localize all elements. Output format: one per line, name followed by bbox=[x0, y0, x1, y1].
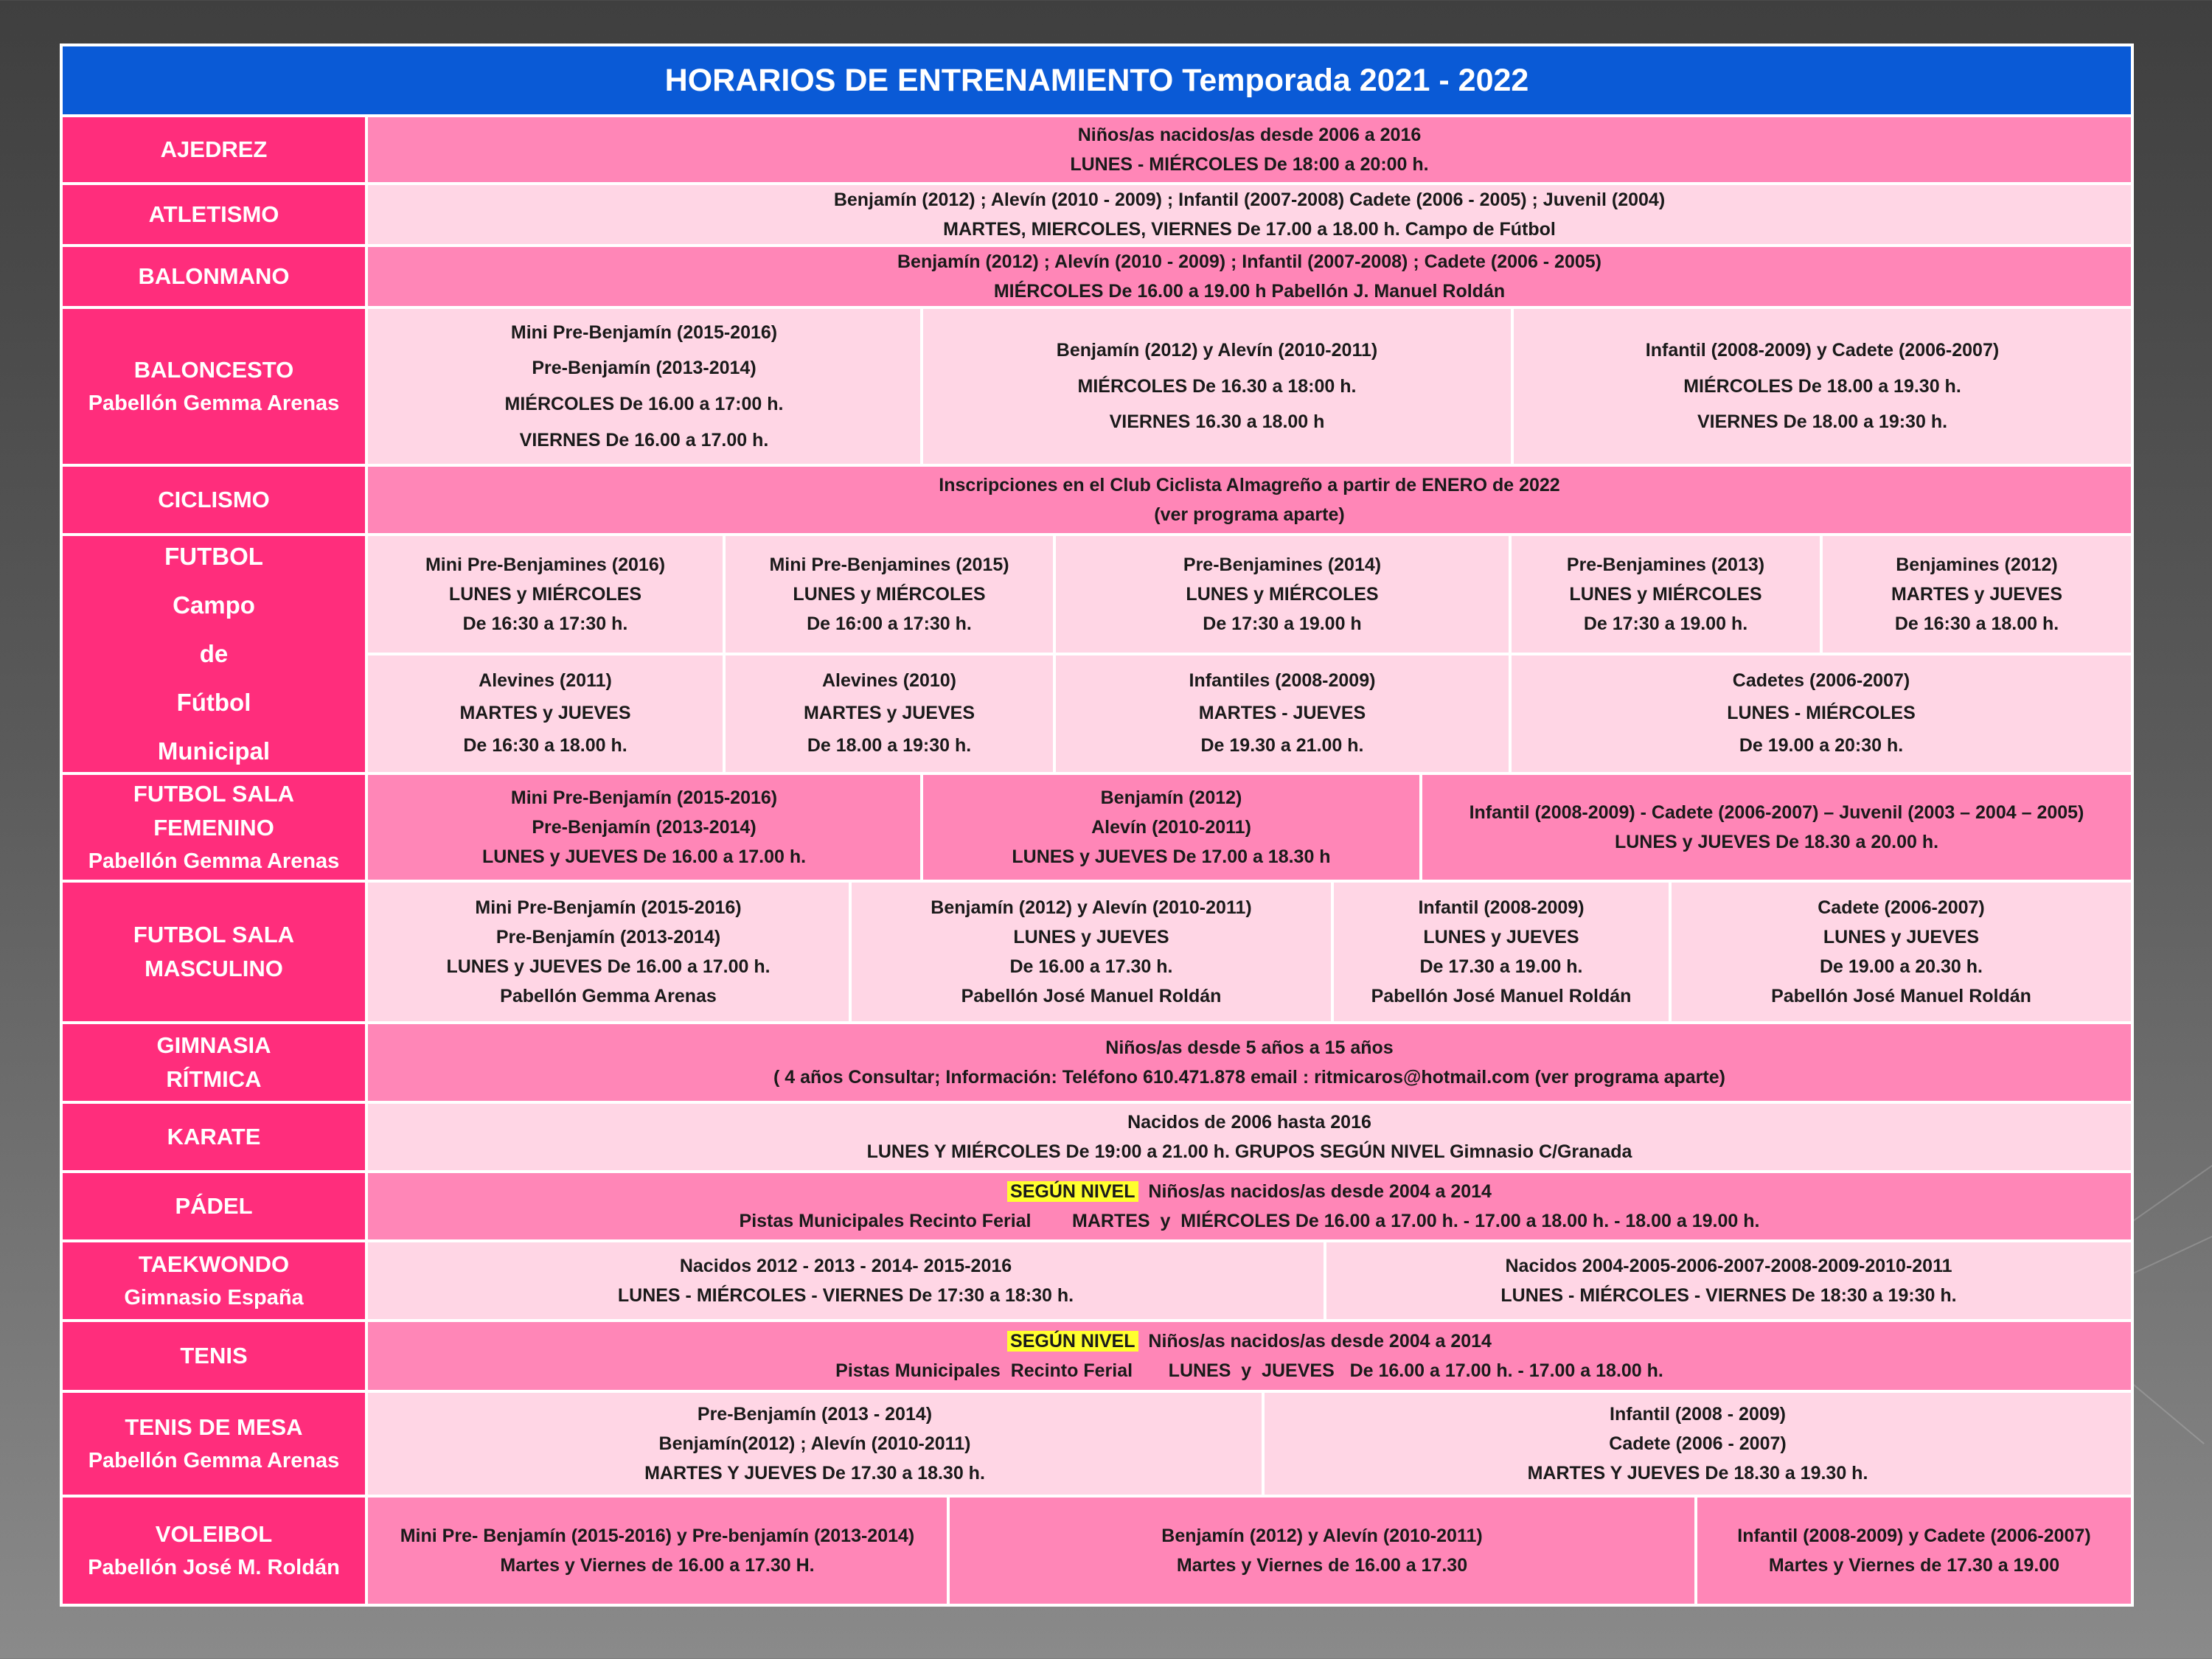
cell-line: LUNES y JUEVES De 18.30 a 20.00 h. bbox=[1614, 832, 1939, 852]
cell-line: Nacidos de 2006 hasta 2016 bbox=[1127, 1112, 1371, 1133]
sport-name: AJEDREZ bbox=[160, 136, 268, 162]
schedule-cell bbox=[368, 467, 2131, 533]
sport-name: MASCULINO bbox=[145, 956, 283, 981]
row-baloncesto bbox=[63, 309, 2131, 464]
cell-line: Infantil (2008-2009) bbox=[1418, 897, 1585, 918]
sport-label-futbol-sala-femenino bbox=[63, 775, 365, 880]
sport-name: KARATE bbox=[167, 1123, 261, 1150]
schedule-cell bbox=[1334, 883, 1669, 1021]
futbol-row-2 bbox=[368, 655, 2131, 772]
cell-line: De 17:30 a 19.00 h. bbox=[1583, 613, 1748, 634]
cell-line: Mini Pre-Benjamín (2015-2016) bbox=[510, 321, 778, 343]
sport-venue: Pabellón José M. Roldán bbox=[88, 1555, 340, 1579]
futbol-row-1 bbox=[368, 536, 2131, 653]
schedule-cell bbox=[368, 1173, 2131, 1239]
cell-line bbox=[1007, 1177, 1492, 1206]
sport-name: BALONCESTO bbox=[133, 357, 294, 383]
cell-line: MIÉRCOLES De 16.00 a 17:00 h. bbox=[504, 394, 784, 414]
cell-line: Alevines (2010) bbox=[821, 670, 957, 692]
cell-line: De 16:00 a 17:30 h. bbox=[807, 613, 972, 634]
cell-line: Infantiles (2008-2009) bbox=[1189, 670, 1376, 692]
schedule-cell bbox=[368, 1393, 1262, 1495]
sport-name: TENIS bbox=[180, 1342, 248, 1368]
schedule-cell bbox=[368, 1024, 2131, 1101]
cell-line: MARTES, MIERCOLES, VIERNES De 17.00 a 18.00 h. Campo de Fútbol bbox=[943, 219, 1556, 240]
cell-line: LUNES y JUEVES De 16.00 a 17.00 h. bbox=[481, 846, 807, 867]
schedule-cell bbox=[368, 247, 2131, 306]
cell-line: LUNES y MIÉRCOLES bbox=[448, 584, 642, 605]
cell-line: Pabellón José Manuel Roldán bbox=[1771, 986, 2031, 1006]
sport-name: CICLISMO bbox=[158, 486, 270, 512]
sport-name: RÍTMICA bbox=[166, 1066, 262, 1092]
cell-line: Mini Pre- Benjamín (2015-2016) y Pre-benjamín (2013-2014) bbox=[400, 1526, 915, 1546]
sport-label-tenis bbox=[63, 1322, 365, 1390]
cell-line: Infantil (2008-2009) - Cadete (2006-2007) – Juvenil (2003 – 2004 – 2005) bbox=[1469, 802, 2084, 823]
sport-label-ajedrez bbox=[63, 117, 365, 182]
cell-line: Pabellón José Manuel Roldán bbox=[961, 986, 1222, 1006]
sport-name: FUTBOL bbox=[164, 543, 263, 570]
page-title: HORARIOS DE ENTRENAMIENTO Temporada 2021 - 2022 bbox=[63, 46, 2131, 114]
sport-venue: Fútbol bbox=[176, 689, 251, 716]
cell-line: Martes y Viernes de 16.00 a 17.30 H. bbox=[500, 1555, 815, 1576]
row-ciclismo bbox=[63, 467, 2131, 533]
cell-line: LUNES y JUEVES De 16.00 a 17.00 h. bbox=[446, 956, 771, 977]
sport-label-ciclismo bbox=[63, 467, 365, 533]
cell-line: Pre-Benjamín (2013 - 2014) bbox=[697, 1404, 933, 1425]
cell-line: LUNES y MIÉRCOLES bbox=[1569, 584, 1762, 605]
cell-line: Alevines (2011) bbox=[479, 670, 612, 692]
sport-venue: Pabellón Gemma Arenas bbox=[88, 1448, 340, 1472]
cell-line: Infantil (2008-2009) y Cadete (2006-2007) bbox=[1645, 339, 2000, 361]
cell-line: De 19.00 a 20:30 h. bbox=[1739, 734, 1904, 756]
row-karate bbox=[63, 1104, 2131, 1170]
cell-line: Pre-Benjamines (2013) bbox=[1566, 554, 1765, 575]
row-futbol-sala-masculino bbox=[63, 883, 2131, 1021]
schedule-cell bbox=[368, 1242, 1324, 1319]
cell-line: MARTES y JUEVES bbox=[803, 703, 975, 724]
cell-line: LUNES y JUEVES De 17.00 a 18.30 h bbox=[1012, 846, 1331, 867]
cell-line: LUNES y JUEVES bbox=[1823, 927, 1980, 947]
schedule-cell bbox=[368, 536, 723, 653]
sport-name: TENIS DE MESA bbox=[125, 1414, 303, 1440]
schedule-cell bbox=[1514, 309, 2131, 464]
cell-line: De 18.00 a 19:30 h. bbox=[807, 734, 972, 756]
cell-line: Benjamín (2012) bbox=[1100, 787, 1242, 808]
cell-line: Pabellón Gemma Arenas bbox=[500, 986, 717, 1006]
sport-venue: Gimnasio España bbox=[124, 1285, 304, 1310]
sport-name: ATLETISMO bbox=[148, 201, 279, 227]
cell-line: Niños/as nacidos/as desde 2006 a 2016 bbox=[1077, 125, 1422, 145]
cell-line: Infantil (2008 - 2009) bbox=[1610, 1404, 1786, 1425]
cell-line: Inscripciones en el Club Ciclista Almagreño a partir de ENERO de 2022 bbox=[939, 475, 1560, 495]
schedule-cell bbox=[368, 185, 2131, 244]
row-tenis-de-mesa bbox=[63, 1393, 2131, 1495]
schedule-cell bbox=[1697, 1498, 2131, 1604]
cell-line: Niños/as desde 5 años a 15 años bbox=[1105, 1037, 1394, 1058]
cell-line: Nacidos 2004-2005-2006-2007-2008-2009-2010-2011 bbox=[1505, 1256, 1952, 1276]
schedule-cell bbox=[1056, 655, 1509, 772]
cell-line: MIÉRCOLES De 16.00 a 19.00 h Pabellón J. Manuel Roldán bbox=[993, 281, 1506, 302]
cell-line: LUNES Y MIÉRCOLES De 19:00 a 21.00 h. GRUPOS SEGÚN NIVEL Gimnasio C/Granada bbox=[866, 1141, 1632, 1162]
cell-line: Benjamín (2012) ; Alevín (2010 - 2009) ; Infantil (2007-2008) ; Cadete (2006 - 2005) bbox=[897, 251, 1602, 272]
row-padel bbox=[63, 1173, 2131, 1239]
cell-line: Benjamín (2012) y Alevín (2010-2011) bbox=[931, 897, 1252, 918]
sport-name: GIMNASIA bbox=[156, 1032, 271, 1058]
sport-name: FEMENINO bbox=[153, 815, 274, 841]
cell-line: MARTES Y JUEVES De 18.30 a 19.30 h. bbox=[1527, 1463, 1868, 1484]
sport-label-tenis-de-mesa bbox=[63, 1393, 365, 1495]
cell-line: MIÉRCOLES De 16.30 a 18:00 h. bbox=[1077, 375, 1357, 397]
cell-line: LUNES y MIÉRCOLES bbox=[793, 584, 986, 605]
cell-line bbox=[1007, 1326, 1492, 1356]
sport-name: FUTBOL SALA bbox=[133, 780, 295, 807]
cell-line: Cadete (2006 - 2007) bbox=[1609, 1433, 1787, 1454]
cell-line: Benjamín (2012) y Alevín (2010-2011) bbox=[1056, 339, 1378, 361]
row-voleibol bbox=[63, 1498, 2131, 1604]
cell-line: MARTES y JUEVES bbox=[459, 703, 631, 724]
sport-label-baloncesto bbox=[63, 309, 365, 464]
sport-label-padel bbox=[63, 1173, 365, 1239]
cell-line: Mini Pre-Benjamines (2016) bbox=[425, 554, 666, 575]
schedule-cell bbox=[726, 655, 1053, 772]
schedule-sheet bbox=[60, 44, 2134, 1607]
level-highlight: SEGÚN NIVEL bbox=[1007, 1331, 1138, 1352]
cell-line: De 17.30 a 19.00 h. bbox=[1419, 956, 1583, 977]
schedule-cell bbox=[368, 1322, 2131, 1390]
schedule-cell bbox=[950, 1498, 1694, 1604]
cell-line: MARTES Y JUEVES De 17.30 a 18.30 h. bbox=[644, 1463, 985, 1484]
schedule-cell bbox=[368, 883, 849, 1021]
cell-line: De 16:30 a 18.00 h. bbox=[463, 734, 627, 756]
cell-line: Mini Pre-Benjamines (2015) bbox=[769, 554, 1009, 575]
cell-line: Pre-Benjamín (2013-2014) bbox=[495, 927, 721, 947]
schedule-cell bbox=[368, 117, 2131, 182]
cell-line: Benjamines (2012) bbox=[1896, 554, 2058, 575]
cell-line: VIERNES De 16.00 a 17.00 h. bbox=[519, 429, 769, 451]
schedule-cell bbox=[368, 1104, 2131, 1170]
cell-line: LUNES - MIÉRCOLES De 18:00 a 20:00 h. bbox=[1070, 154, 1429, 175]
sport-label-karate bbox=[63, 1104, 365, 1170]
cell-line: De 16:30 a 18.00 h. bbox=[1894, 613, 2059, 634]
cell-line: Cadete (2006-2007) bbox=[1818, 897, 1985, 918]
sport-label-voleibol bbox=[63, 1498, 365, 1604]
cell-line: Pistas Municipales Recinto Ferial LUNES y JUEVES De 16.00 a 17.00 h. - 17.00 a 18.00 h. bbox=[835, 1360, 1663, 1381]
cell-line: De 19.00 a 20.30 h. bbox=[1820, 956, 1983, 977]
cell-line: VIERNES 16.30 a 18.00 h bbox=[1109, 411, 1325, 433]
sport-label-gimnasia bbox=[63, 1024, 365, 1101]
cell-line: (ver programa aparte) bbox=[1154, 504, 1345, 525]
row-balonmano bbox=[63, 247, 2131, 306]
cell-line: Pre-Benjamines (2014) bbox=[1183, 554, 1382, 575]
cell-line: Benjamín (2012) y Alevín (2010-2011) bbox=[1161, 1526, 1483, 1546]
cell-line: De 16.00 a 17.30 h. bbox=[1009, 956, 1173, 977]
cell-line: De 19.30 a 21.00 h. bbox=[1200, 734, 1364, 756]
sport-venue: Municipal bbox=[157, 737, 271, 765]
cell-line: MARTES - JUEVES bbox=[1198, 703, 1366, 724]
row-gimnasia bbox=[63, 1024, 2131, 1101]
sport-label-futbol-sala-masculino bbox=[63, 883, 365, 1021]
cell-line: Benjamín(2012) ; Alevín (2010-2011) bbox=[658, 1433, 971, 1454]
sport-label-balonmano bbox=[63, 247, 365, 306]
cell-line: MARTES y JUEVES bbox=[1891, 584, 2062, 605]
schedule-cell bbox=[1326, 1242, 2131, 1319]
cell-line: Mini Pre-Benjamín (2015-2016) bbox=[475, 897, 742, 918]
cell-text: Niños/as nacidos/as desde 2004 a 2014 bbox=[1138, 1331, 1492, 1352]
cell-line: MIÉRCOLES De 18.00 a 19.30 h. bbox=[1683, 375, 1961, 397]
sport-label-atletismo bbox=[63, 185, 365, 244]
sport-name: FUTBOL SALA bbox=[133, 921, 295, 947]
sport-name: TAEKWONDO bbox=[138, 1251, 290, 1277]
row-ajedrez bbox=[63, 117, 2131, 182]
cell-line: LUNES - MIÉRCOLES - VIERNES De 18:30 a 19:30 h. bbox=[1500, 1285, 1957, 1306]
schedule-cell bbox=[368, 655, 723, 772]
schedule-cell bbox=[1823, 536, 2131, 653]
schedule-cell bbox=[368, 309, 920, 464]
cell-line: Pre-Benjamín (2013-2014) bbox=[532, 358, 757, 379]
cell-line: Pistas Municipales Recinto Ferial MARTES y MIÉRCOLES De 16.00 a 17.00 h. - 17.00 a 18.00 h. - 18.00 a 19.00 h. bbox=[739, 1211, 1760, 1231]
schedule-cell bbox=[1422, 775, 2131, 880]
cell-line: ( 4 años Consultar; Información: Teléfono 610.471.878 email : ritmicaros@hotmail.com (ver programa aparte) bbox=[773, 1067, 1725, 1088]
cell-line: Benjamín (2012) ; Alevín (2010 - 2009) ; Infantil (2007-2008) Cadete (2006 - 2005) ; Juvenil (2004) bbox=[833, 189, 1666, 210]
row-futbol bbox=[63, 536, 2131, 772]
schedule-cell bbox=[1265, 1393, 2131, 1495]
schedule-cell bbox=[1056, 536, 1509, 653]
cell-line: Mini Pre-Benjamín (2015-2016) bbox=[510, 787, 778, 808]
row-tenis bbox=[63, 1322, 2131, 1390]
cell-line: Cadetes (2006-2007) bbox=[1732, 670, 1910, 692]
level-highlight: SEGÚN NIVEL bbox=[1007, 1181, 1138, 1202]
cell-line: Martes y Viernes de 17.30 a 19.00 bbox=[1768, 1555, 2060, 1576]
schedule-cell bbox=[852, 883, 1331, 1021]
cell-line: LUNES y MIÉRCOLES bbox=[1186, 584, 1379, 605]
schedule-cell bbox=[368, 775, 920, 880]
schedule-cell bbox=[368, 1498, 947, 1604]
schedule-cell bbox=[923, 775, 1419, 880]
schedule-cell bbox=[726, 536, 1053, 653]
sport-label-taekwondo bbox=[63, 1242, 365, 1319]
sport-venue: de bbox=[199, 640, 229, 667]
cell-line: Alevín (2010-2011) bbox=[1091, 817, 1251, 838]
schedule-cell bbox=[1512, 655, 2131, 772]
cell-line: LUNES - MIÉRCOLES - VIERNES De 17:30 a 18:30 h. bbox=[617, 1285, 1074, 1306]
cell-line: LUNES y JUEVES bbox=[1423, 927, 1579, 947]
schedule-cell bbox=[1672, 883, 2131, 1021]
cell-line: Infantil (2008-2009) y Cadete (2006-2007) bbox=[1737, 1526, 2091, 1546]
sport-venue: Pabellón Gemma Arenas bbox=[88, 391, 340, 415]
sport-label-futbol bbox=[63, 536, 365, 772]
sport-name: PÁDEL bbox=[175, 1192, 253, 1219]
schedule-cell bbox=[1512, 536, 1820, 653]
sport-name: BALONMANO bbox=[138, 262, 290, 289]
row-atletismo bbox=[63, 185, 2131, 244]
schedule-cell bbox=[923, 309, 1511, 464]
cell-line: Martes y Viernes de 16.00 a 17.30 bbox=[1176, 1555, 1468, 1576]
cell-line: De 17:30 a 19.00 h bbox=[1203, 613, 1362, 634]
cell-line: LUNES y JUEVES bbox=[1013, 927, 1169, 947]
cell-line: Nacidos 2012 - 2013 - 2014- 2015-2016 bbox=[679, 1256, 1012, 1276]
sport-venue: Campo bbox=[173, 591, 255, 619]
cell-line: Pabellón José Manuel Roldán bbox=[1371, 986, 1632, 1006]
row-taekwondo bbox=[63, 1242, 2131, 1319]
row-futbol-sala-femenino bbox=[63, 775, 2131, 880]
cell-line: LUNES - MIÉRCOLES bbox=[1727, 703, 1916, 724]
sport-venue: Pabellón Gemma Arenas bbox=[88, 849, 340, 873]
cell-text: Niños/as nacidos/as desde 2004 a 2014 bbox=[1138, 1181, 1492, 1202]
cell-line: Pre-Benjamín (2013-2014) bbox=[532, 817, 757, 838]
sport-name: VOLEIBOL bbox=[155, 1521, 273, 1547]
cell-line: VIERNES De 18.00 a 19:30 h. bbox=[1697, 411, 1948, 433]
cell-line: De 16:30 a 17:30 h. bbox=[462, 613, 628, 634]
